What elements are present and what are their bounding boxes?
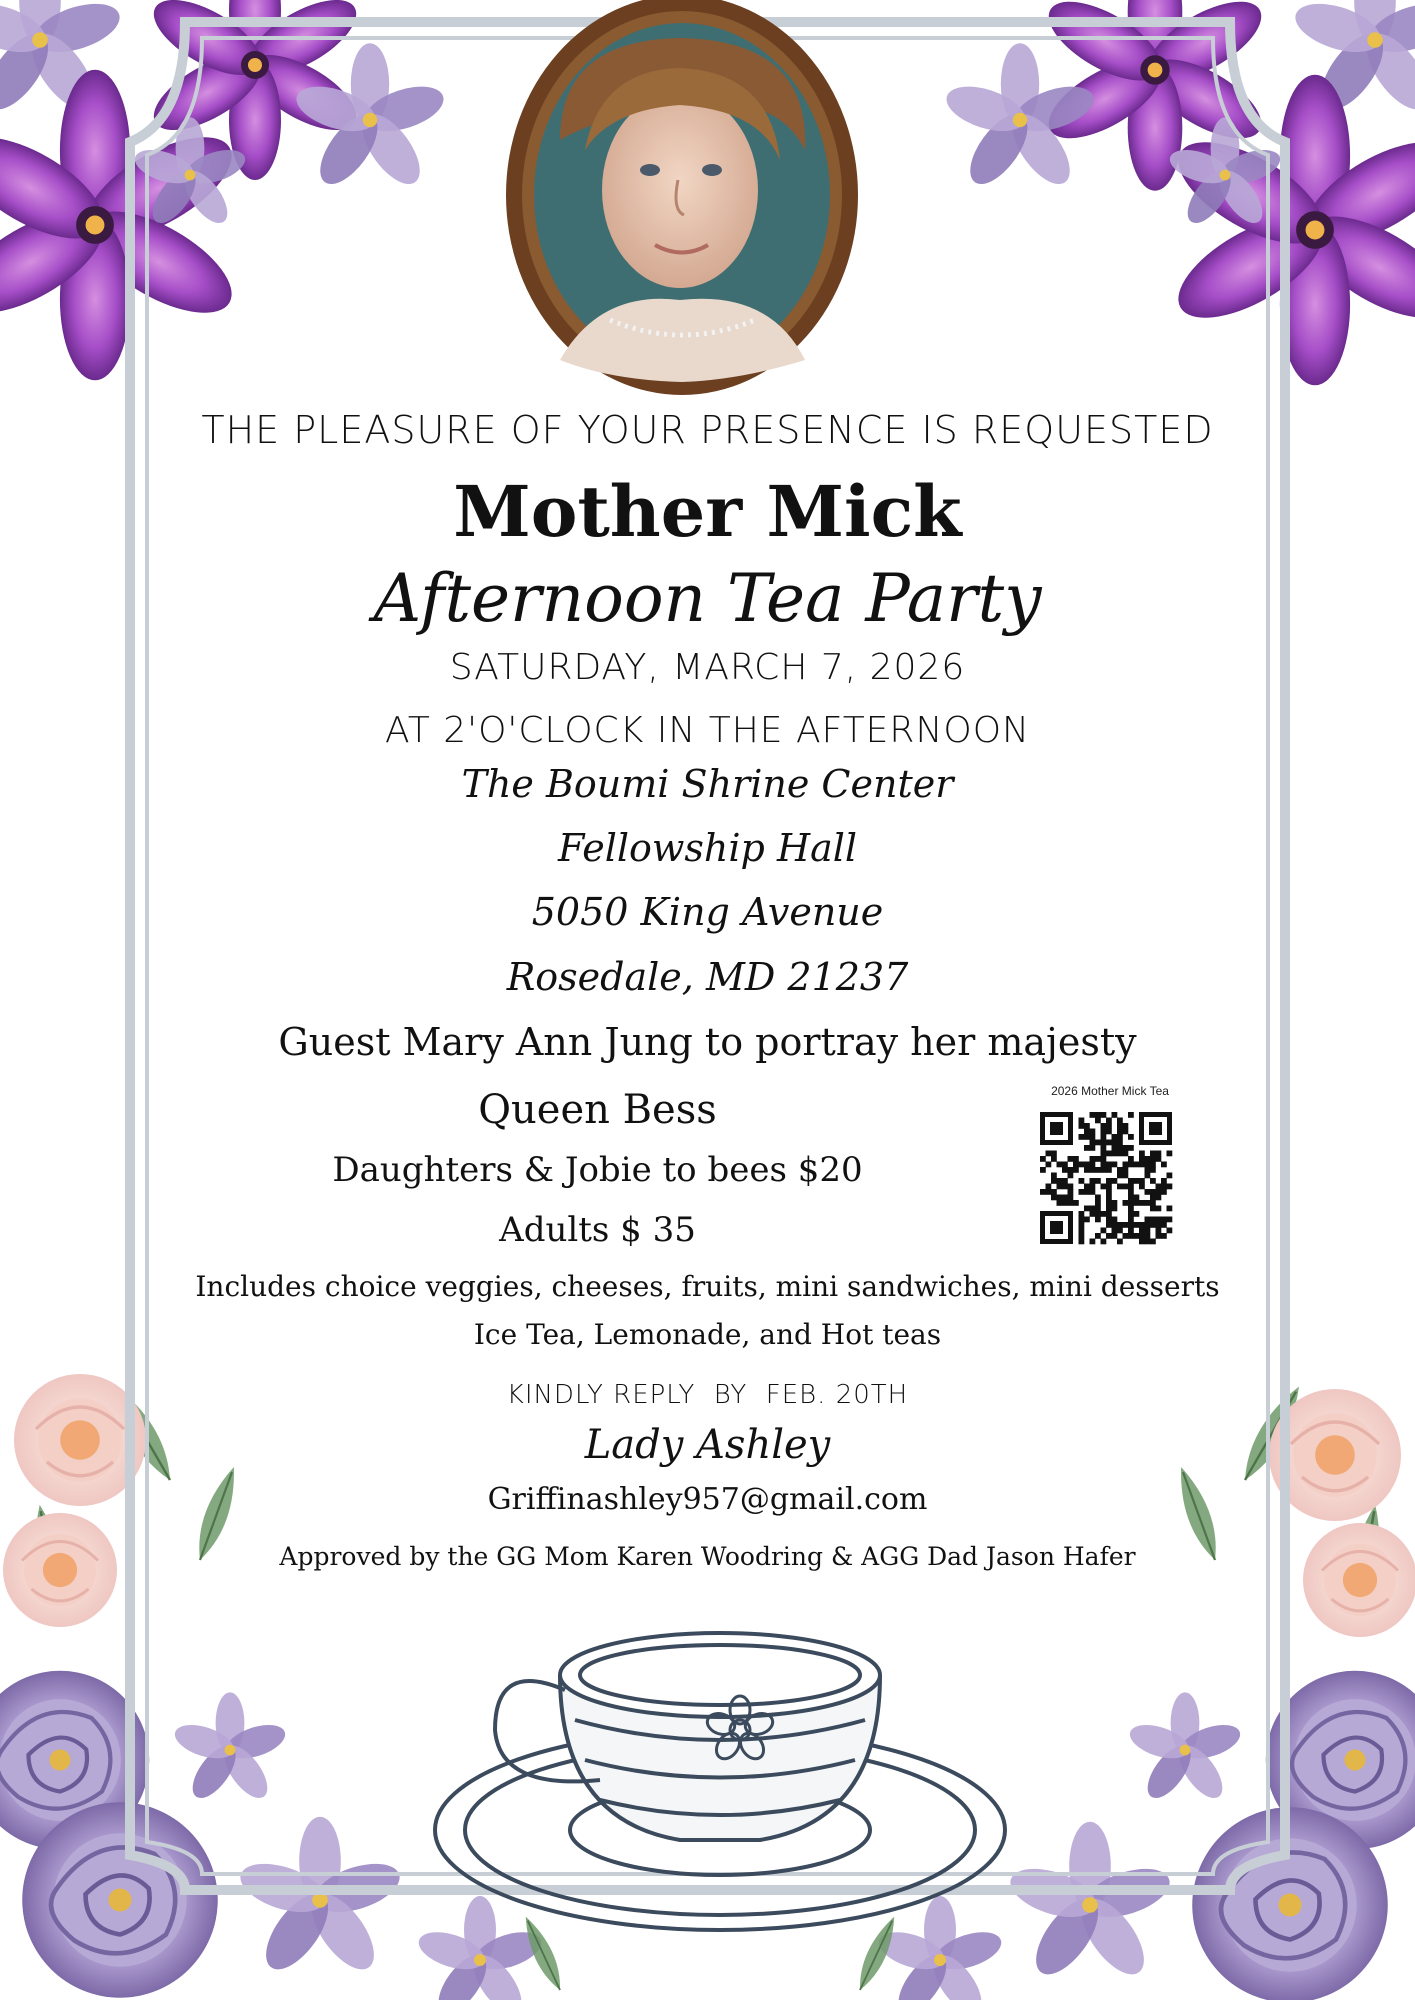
- venue-street: 5050 King Avenue: [531, 890, 884, 934]
- qr-module: [1106, 1200, 1112, 1206]
- qr-module: [1123, 1200, 1129, 1206]
- qr-module: [1112, 1134, 1118, 1140]
- qr-module: [1150, 1195, 1156, 1201]
- event-date: SATURDAY, MARCH 7, 2026: [449, 647, 966, 688]
- qr-module: [1073, 1200, 1079, 1206]
- qr-module: [1090, 1140, 1096, 1146]
- flowers-top-left: [0, 0, 449, 380]
- qr-module: [1095, 1140, 1101, 1146]
- flowers-bottom-center: [414, 1896, 1006, 2000]
- venue-name: The Boumi Shrine Center: [461, 762, 954, 806]
- qr-module: [1112, 1140, 1118, 1146]
- qr-module: [1156, 1195, 1162, 1201]
- venue-hall: Fellowship Hall: [557, 826, 858, 870]
- qr-module: [1117, 1134, 1123, 1140]
- event-subtitle: Afternoon Tea Party: [373, 560, 1042, 637]
- qr-module: [1101, 1134, 1107, 1140]
- guest-line: Guest Mary Ann Jung to portray her majesty: [278, 1020, 1137, 1064]
- qr-module: [1095, 1195, 1101, 1201]
- qr-module: [1068, 1200, 1074, 1206]
- qr-module: [1062, 1200, 1068, 1206]
- price-daughters: Daughters & Jobie to bees $20: [332, 1150, 863, 1190]
- qr-module: [1112, 1200, 1118, 1206]
- approval-line: Approved by the GG Mom Karen Woodring & AGG Dad Jason Hafer: [279, 1542, 1136, 1571]
- qr-module: [1057, 1200, 1063, 1206]
- flowers-bottom-right: [1004, 1380, 1415, 2000]
- menu-food: Includes choice veggies, cheeses, fruits, mini sandwiches, mini desserts: [195, 1270, 1220, 1303]
- qr-module: [1068, 1195, 1074, 1201]
- rsvp-deadline: KINDLY REPLY BY FEB. 20TH: [506, 1380, 909, 1410]
- event-title: Mother Mick: [453, 470, 962, 553]
- qr-module: [1128, 1195, 1134, 1201]
- qr-module: [1150, 1200, 1156, 1206]
- qr-module: [1090, 1134, 1096, 1140]
- request-line: THE PLEASURE OF YOUR PRESENCE IS REQUESTED: [201, 408, 1214, 452]
- flowers-top-right: [941, 0, 1415, 385]
- qr-module: [1139, 1200, 1145, 1206]
- qr-module: [1057, 1195, 1063, 1201]
- qr-module: [1128, 1134, 1134, 1140]
- qr-module: [1128, 1200, 1134, 1206]
- qr-module: [1134, 1200, 1140, 1206]
- qr-module: [1051, 1195, 1057, 1201]
- qr-module: [1095, 1200, 1101, 1206]
- qr-label: 2026 Mother Mick Tea: [1051, 1084, 1169, 1098]
- qr-module: [1101, 1140, 1107, 1146]
- guest-role: Queen Bess: [478, 1087, 717, 1133]
- portrait-image: [506, 0, 858, 395]
- venue-city: Rosedale, MD 21237: [506, 955, 909, 999]
- qr-module: [1117, 1140, 1123, 1146]
- qr-module: [1106, 1140, 1112, 1146]
- rsvp-email[interactable]: Griffinashley957@gmail.com: [487, 1482, 928, 1517]
- price-adults: Adults $ 35: [499, 1210, 696, 1250]
- qr-module: [1106, 1195, 1112, 1201]
- qr-module: [1079, 1134, 1085, 1140]
- event-time: AT 2'O'CLOCK IN THE AFTERNOON: [385, 710, 1030, 751]
- menu-drinks: Ice Tea, Lemonade, and Hot teas: [473, 1318, 942, 1351]
- qr-module: [1084, 1134, 1090, 1140]
- qr-module: [1062, 1195, 1068, 1201]
- qr-module: [1145, 1200, 1151, 1206]
- qr-module: [1134, 1195, 1140, 1201]
- rsvp-contact-name: Lady Ashley: [584, 1422, 831, 1468]
